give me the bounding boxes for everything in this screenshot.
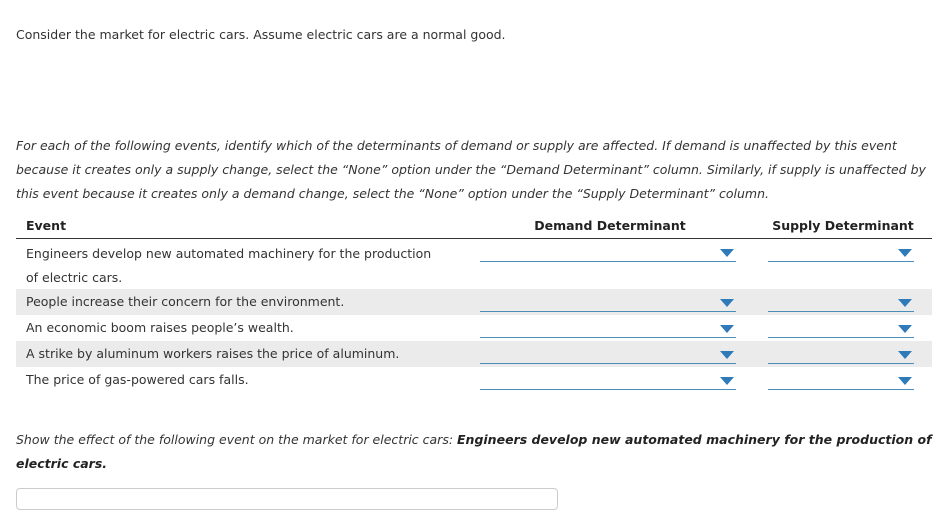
- dropdown-arrow-icon[interactable]: [898, 325, 912, 333]
- supply-determinant-dropdown[interactable]: [768, 243, 914, 262]
- supply-determinant-dropdown[interactable]: [768, 345, 914, 364]
- event-label: The price of gas-powered cars falls.: [26, 372, 249, 387]
- dropdown-arrow-icon[interactable]: [898, 299, 912, 307]
- event-label: A strike by aluminum workers raises the price of aluminum.: [26, 346, 400, 361]
- demand-determinant-dropdown[interactable]: [480, 371, 736, 390]
- dropdown-arrow-icon[interactable]: [898, 377, 912, 385]
- dropdown-arrow-icon[interactable]: [898, 249, 912, 257]
- determinants-table: [16, 214, 932, 393]
- event-label: Engineers develop new automated machinery for the production of electric cars.: [26, 246, 432, 285]
- graph-panel[interactable]: [16, 488, 558, 510]
- supply-determinant-dropdown[interactable]: [768, 293, 914, 312]
- event-label: An economic boom raises people’s wealth.: [26, 320, 294, 335]
- dropdown-arrow-icon[interactable]: [720, 325, 734, 333]
- dropdown-arrow-icon[interactable]: [720, 377, 734, 385]
- table-row: [16, 367, 932, 393]
- header-supply-determinant: Supply Determinant: [772, 218, 914, 233]
- demand-determinant-dropdown[interactable]: [480, 319, 736, 338]
- table-row: [16, 341, 932, 367]
- instructions-text: For each of the following events, identify which of the determinants of demand or supply are affected. If demand is unaffected by this event because it creates only a supply change, select the “None” option under the “Demand Determinant” column. Similarly, if supply is unaffected by this event because it creates only a demand change, select the “None” option under the “Supply Determinant” column.: [16, 138, 926, 201]
- header-demand-determinant: Demand Determinant: [534, 218, 686, 233]
- event-label: People increase their concern for the environment.: [26, 294, 345, 309]
- demand-determinant-dropdown[interactable]: [480, 345, 736, 364]
- supply-determinant-dropdown[interactable]: [768, 319, 914, 338]
- demand-determinant-dropdown[interactable]: [480, 293, 736, 312]
- supply-determinant-dropdown[interactable]: [768, 371, 914, 390]
- table-row: [16, 289, 932, 315]
- dropdown-arrow-icon[interactable]: [720, 249, 734, 257]
- header-event: Event: [26, 218, 67, 233]
- table-header: [16, 214, 932, 239]
- intro-text: Consider the market for electric cars. Assume electric cars are a normal good.: [16, 27, 506, 42]
- effect-prompt: [16, 428, 936, 476]
- dropdown-arrow-icon[interactable]: [898, 351, 912, 359]
- dropdown-arrow-icon[interactable]: [720, 299, 734, 307]
- effect-event: Engineers develop new automated machinery for the production of electric cars.: [16, 432, 932, 471]
- effect-prompt-prefix: Show the effect of the following event on the market for electric cars:: [16, 432, 458, 447]
- demand-determinant-dropdown[interactable]: [480, 243, 736, 262]
- dropdown-arrow-icon[interactable]: [720, 351, 734, 359]
- table-row: [16, 239, 932, 289]
- table-row: [16, 315, 932, 341]
